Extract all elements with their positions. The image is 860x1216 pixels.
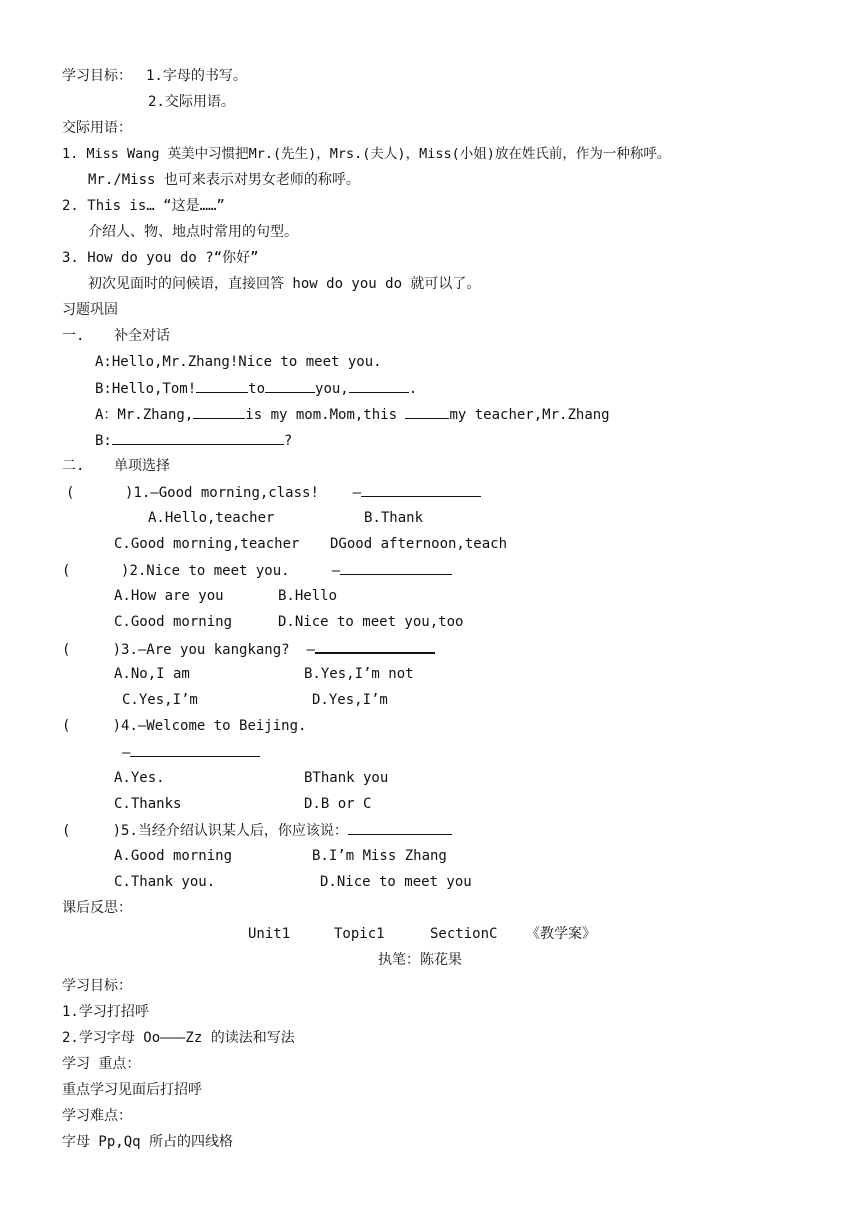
q4-dash-line [122, 742, 260, 762]
section-label: SectionC [430, 926, 498, 942]
blank-this[interactable] [193, 404, 245, 419]
q5-answer-paren[interactable]: ( ) [62, 823, 122, 839]
q4-option-c: C.Thanks [114, 796, 182, 812]
difficulty-text: 字母 Pp,Qq 所占的四线格 [62, 1134, 234, 1150]
reflection-label: 课后反思： [62, 900, 132, 916]
section2-number: 二. [62, 458, 85, 474]
blank-meet[interactable] [265, 378, 315, 393]
dialog-b2-end: ? [283, 433, 293, 449]
topic-label: Topic1 [334, 926, 385, 942]
phrase-3-line2: 初次见面时的问候语，直接回答 how do you do 就可以了。 [88, 276, 481, 292]
doc-type-label: 《教学案》 [526, 926, 596, 942]
key-points-text: 重点学习见面后打招呼 [62, 1082, 202, 1098]
q3-blank[interactable] [315, 638, 435, 654]
q1-answer-paren[interactable]: ( ) [66, 485, 134, 501]
dialog-line-b2 [95, 430, 292, 450]
q2-answer-paren[interactable]: ( ) [62, 563, 130, 579]
blank-nice[interactable] [196, 378, 248, 393]
q1-blank[interactable] [361, 482, 481, 497]
q2-option-a: A.How are you [114, 588, 224, 604]
q1-option-c: C.Good morning,teacher [114, 536, 300, 552]
objectives-label: 学习目标： [62, 68, 132, 84]
q4-blank[interactable] [130, 742, 260, 757]
q3-option-d: D.Yes,I’m [312, 692, 388, 708]
q5-stem: 5.当经介绍认识某人后，你应该说： [121, 823, 348, 839]
q4-option-a: A.Yes. [114, 770, 165, 786]
q3-option-b: B.Yes,I’m not [304, 666, 414, 682]
dialog-b1-end: . [408, 381, 418, 397]
difficulty-label: 学习难点： [62, 1108, 132, 1124]
q4-dash: — [122, 745, 131, 761]
q4-option-d: D.B or C [304, 796, 372, 812]
blank-too[interactable] [349, 378, 409, 393]
q3-option-c: C.Yes,I’m [122, 692, 198, 708]
blank-is[interactable] [405, 404, 449, 419]
q2-blank[interactable] [340, 560, 452, 575]
phrase-1-line1: 1. Miss Wang 英美中习惯把Mr.(先生)，Mrs.(夫人)，Miss(小姐)放在姓氏前，作为一种称呼。 [62, 146, 671, 162]
dialog-a2-mid: is my mom.Mom,this [245, 407, 406, 423]
q2-option-b: B.Hello [278, 588, 338, 604]
q1-option-b: B.Thank [364, 510, 424, 526]
q3-option-a: A.No,I am [114, 666, 190, 682]
q1-option-d: DGood afternoon,teach [330, 536, 508, 552]
objective-2: 2.交际用语。 [148, 94, 235, 110]
dialog-b1-start: B:Hello,Tom! [95, 381, 197, 397]
q2-option-c: C.Good morning [114, 614, 233, 630]
q1-option-a: A.Hello,teacher [148, 510, 275, 526]
q1-stem: 1.—Good morning,class! — [133, 485, 362, 501]
dialog-a2-end: my teacher,Mr.Zhang [449, 407, 610, 423]
q4-line [62, 716, 306, 736]
dialog-line-a1: A:Hello,Mr.Zhang!Nice to meet you. [95, 354, 382, 370]
q5-option-c: C.Thank you. [114, 874, 216, 890]
q5-line [62, 820, 452, 840]
section1-title: 补全对话 [114, 328, 170, 344]
key-points-label: 学习 重点： [62, 1056, 141, 1072]
exercise-heading: 习题巩固 [62, 302, 118, 318]
dialog-line-a2 [95, 404, 610, 424]
objective-1: 1.字母的书写。 [146, 68, 247, 84]
q2-stem: 2.Nice to meet you. — [129, 563, 341, 579]
q5-blank[interactable] [348, 820, 452, 835]
phrase-3-line1: 3. How do you do ?“你好” [62, 250, 259, 266]
dialog-line-b1 [95, 378, 417, 398]
author-line: 执笔：陈花果 [378, 952, 462, 968]
q1-line [66, 482, 481, 502]
dialog-b1-you: you, [315, 381, 349, 397]
q3-line [62, 638, 435, 658]
objective2-2: 2.学习字母 Oo———Zz 的读法和写法 [62, 1030, 295, 1046]
phrase-1-line2: Mr./Miss 也可来表示对男女老师的称呼。 [88, 172, 360, 188]
q5-option-a: A.Good morning [114, 848, 233, 864]
q5-option-b: B.I’m Miss Zhang [312, 848, 447, 864]
q4-stem: 4.—Welcome to Beijing. [121, 718, 307, 734]
dialog-b1-to: to [248, 381, 266, 397]
q5-option-d: D.Nice to meet you [320, 874, 472, 890]
q4-answer-paren[interactable]: ( ) [62, 718, 122, 734]
blank-reply[interactable] [112, 430, 284, 445]
section2-title: 单项选择 [114, 458, 170, 474]
dialog-b2-start: B: [95, 433, 112, 449]
phrase-2-line1: 2. This is… “这是……” [62, 198, 225, 214]
dialog-a2-start: A：Mr.Zhang, [95, 407, 194, 423]
objective2-1: 1.学习打招呼 [62, 1004, 149, 1020]
section1-number: 一. [62, 328, 85, 344]
q4-option-b: BThank you [304, 770, 389, 786]
objectives2-label: 学习目标： [62, 978, 132, 994]
q2-line [62, 560, 452, 580]
q2-option-d: D.Nice to meet you,too [278, 614, 464, 630]
q3-answer-paren[interactable]: ( ) [62, 642, 122, 658]
unit-label: Unit1 [248, 926, 291, 942]
phrase-2-line2: 介绍人、物、地点时常用的句型。 [88, 224, 298, 240]
q3-stem: 3.—Are you kangkang? — [121, 642, 315, 658]
phrases-heading: 交际用语： [62, 120, 132, 136]
